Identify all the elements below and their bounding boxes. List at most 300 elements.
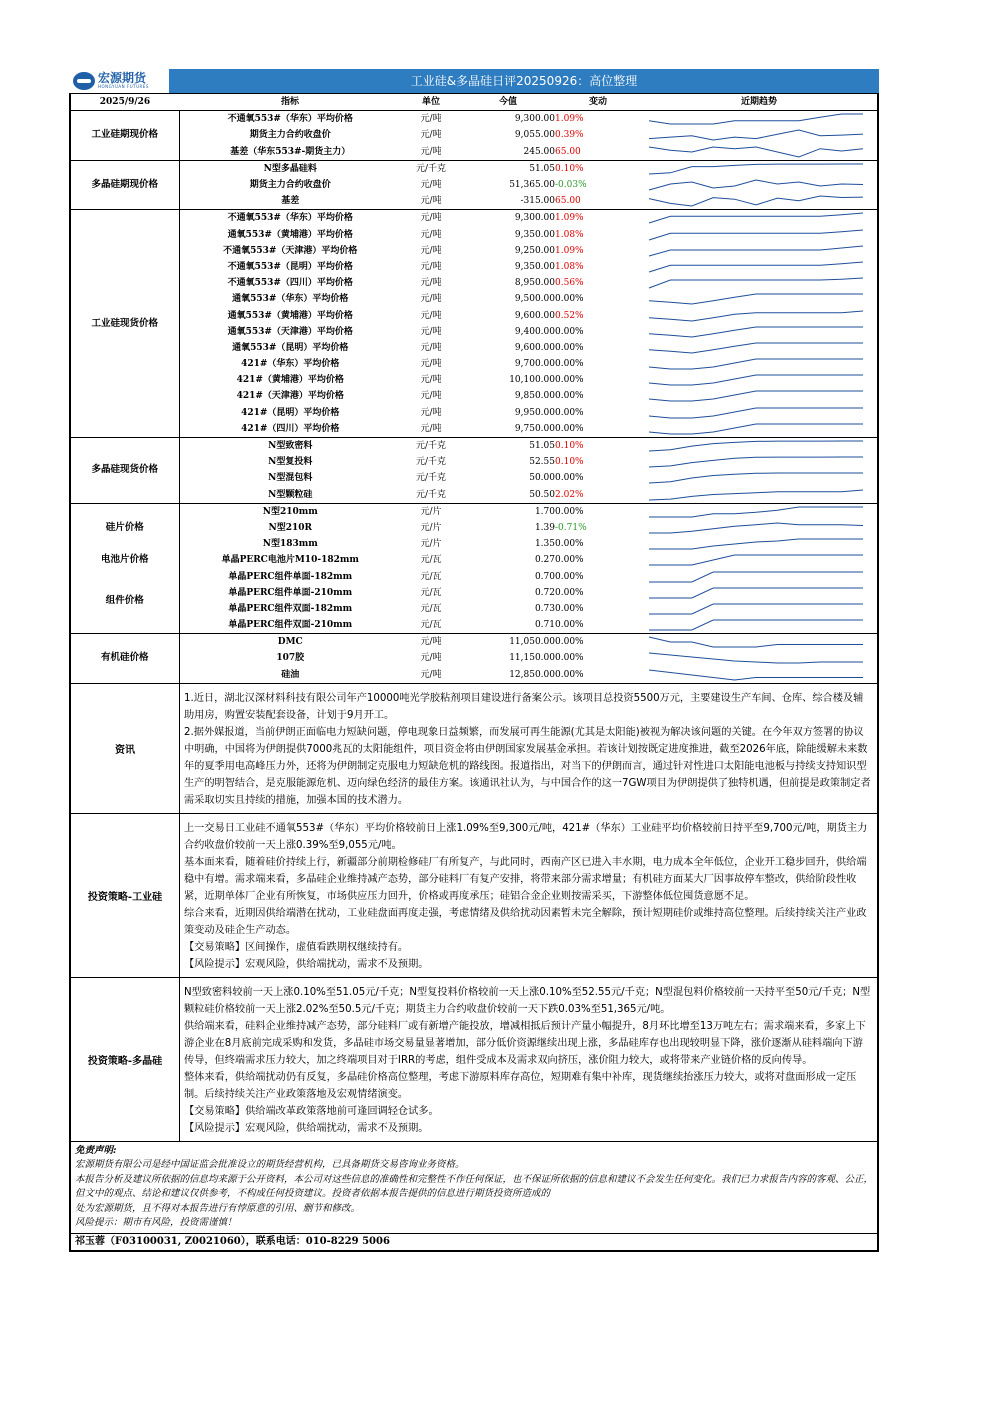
table-row xyxy=(71,388,877,404)
sparkline-series xyxy=(649,441,863,451)
sparkline-series xyxy=(649,375,863,385)
table-row xyxy=(71,372,877,388)
table-row xyxy=(71,585,877,601)
indicator-cell: 通氧553#（天津港）平均价格 xyxy=(227,326,353,337)
text-sections xyxy=(71,683,877,1141)
sparkline-series xyxy=(649,130,863,140)
report-frame xyxy=(69,93,879,1252)
company-logo xyxy=(69,69,169,93)
category-label: 组件价格 xyxy=(71,568,179,633)
section-paragraph: N型致密料较前一天上涨0.10%至51.05元/千克；N型复投料价格较前一天上涨0.10%至52.55元/千克；N型混包料价格较前一天持平至50元/千克；N型颗粒硅价格较前一天上涨2.02%至50.5元/千克；期货主力合约收盘价较前一天下跌0.03%至51,365元/吨。 xyxy=(184,986,871,1015)
change-cell: 1.09% xyxy=(555,210,641,227)
sparkline-cell xyxy=(641,227,877,243)
change-cell: 0.00% xyxy=(555,375,584,386)
value-cell: -315.00 xyxy=(520,196,555,207)
indicator-cell: N型多晶硅料 xyxy=(179,160,401,177)
table-row xyxy=(71,210,877,227)
unit-cell: 元/吨 xyxy=(420,359,442,370)
unit-cell: 元/片 xyxy=(401,503,461,520)
category-label: 多晶硅期现价格 xyxy=(71,160,179,210)
sparkline-cell xyxy=(641,177,877,193)
value-cell: 52.55 xyxy=(529,457,555,468)
sparkline xyxy=(641,505,871,519)
unit-cell: 元/吨 xyxy=(420,114,442,125)
sparkline-cell xyxy=(641,324,877,340)
unit-cell: 元/吨 xyxy=(420,653,442,664)
category-label: 工业硅现货价格 xyxy=(71,210,179,438)
sparkline-series xyxy=(649,327,863,337)
section-label: 投资策略-多晶硅 xyxy=(71,978,180,1141)
sparkline xyxy=(641,439,871,453)
sparkline-cell xyxy=(641,243,877,259)
sparkline-series xyxy=(649,555,863,565)
change-cell: 0.00% xyxy=(555,391,584,402)
indicator-cell: N型致密料 xyxy=(179,437,401,454)
header-unit: 单位 xyxy=(401,94,461,111)
sparkline-series xyxy=(649,507,863,517)
section-paragraph: 整体来看，供给端扰动仍有反复，多晶硅价格高位整理，考虑下游原料库存高位，短期难有集中补库，现货继续抬涨压力较大，或将对盘面形成一定压制。后续持续关注产业政策落地及宏观情绪演变。 xyxy=(184,1071,857,1100)
sparkline-cell xyxy=(641,520,877,536)
section-paragraph: 【风险提示】宏观风险，供给端扰动，需求不及预期。 xyxy=(184,1122,429,1134)
indicator-cell: N型复投料 xyxy=(268,457,313,468)
value-cell: 0.73 xyxy=(534,603,555,614)
sparkline-cell xyxy=(641,601,877,617)
unit-cell: 元/吨 xyxy=(420,130,442,141)
value-cell: 9,950.00 xyxy=(514,407,555,418)
change-cell: 0.00% xyxy=(555,539,584,550)
unit-cell: 元/吨 xyxy=(420,326,442,337)
sparkline-series xyxy=(649,147,863,157)
table-row xyxy=(71,177,877,193)
category-label: 工业硅期现价格 xyxy=(71,111,179,161)
indicator-cell: 不通氧553#（四川）平均价格 xyxy=(227,278,353,289)
table-row xyxy=(71,520,877,536)
unit-cell: 元/千克 xyxy=(401,437,461,454)
section-body xyxy=(180,814,877,977)
unit-cell: 元/吨 xyxy=(420,180,442,191)
table-row xyxy=(71,307,877,323)
sparkline-cell xyxy=(641,307,877,323)
change-cell: 0.00% xyxy=(555,294,584,305)
sparkline xyxy=(641,471,871,485)
value-cell: 9,350.00 xyxy=(514,229,555,240)
table-row xyxy=(71,243,877,259)
sparkline xyxy=(641,422,871,436)
disclaimer-line: 处为宏源期货，且不得对本报告进行有悖原意的引用、删节和修改。 xyxy=(75,1202,361,1214)
change-cell: 1.08% xyxy=(555,229,584,240)
sparkline xyxy=(641,602,871,616)
change-cell: 0.00% xyxy=(555,634,641,651)
unit-cell: 元/吨 xyxy=(420,196,442,207)
change-cell: 0.00% xyxy=(555,423,584,434)
change-cell: 0.00% xyxy=(555,359,584,370)
disclaimer-line: 本报告分析及建议所依据的信息均来源于公开资料，本公司对这些信息的准确性和完整性不作任何保证，也不保证所依据的信息和建议不会发生任何变化。我们已力求报告内容的客观、公正，但文中的观点、结论和建议仅供参考，不构成任何投资建议。投资者依据本报告提供的信息进行期货投资所造成的 xyxy=(75,1173,874,1200)
table-row xyxy=(71,324,877,340)
indicator-cell: N型210mm xyxy=(179,503,401,520)
sparkline xyxy=(641,325,871,339)
section-paragraph: 【交易策略】供给端改革政策落地前可逢回调轻仓试多。 xyxy=(184,1105,439,1117)
sparkline-series xyxy=(649,180,863,190)
value-cell: 11,150.00 xyxy=(509,653,555,664)
sparkline-cell xyxy=(641,421,877,438)
indicator-cell: 通氧553#（华东）平均价格 xyxy=(232,294,349,305)
table-row xyxy=(71,634,877,651)
sparkline xyxy=(641,406,871,420)
sparkline-cell xyxy=(641,437,877,454)
table-row xyxy=(71,291,877,307)
sparkline-series xyxy=(649,457,863,467)
header-change: 变动 xyxy=(555,94,641,111)
table-row xyxy=(71,275,877,291)
sparkline-cell xyxy=(641,127,877,143)
report-header xyxy=(69,69,879,93)
table-row xyxy=(71,503,877,520)
sparkline-cell xyxy=(641,193,877,210)
sparkline xyxy=(641,651,871,665)
table-row xyxy=(71,144,877,161)
change-cell: 0.00% xyxy=(555,669,584,680)
sparkline xyxy=(641,455,871,469)
sparkline-cell xyxy=(641,552,877,568)
unit-cell: 元/吨 xyxy=(420,669,442,680)
header-trend: 近期趋势 xyxy=(641,94,877,111)
sparkline-cell xyxy=(641,291,877,307)
change-cell: 0.00% xyxy=(555,473,584,484)
indicator-cell: 期货主力合约收盘价 xyxy=(249,130,331,141)
value-cell: 9,250.00 xyxy=(514,245,555,256)
table-header-row xyxy=(71,94,877,111)
change-cell: 0.00% xyxy=(555,587,584,598)
indicator-cell: 421#（昆明）平均价格 xyxy=(241,407,340,418)
indicator-cell: 通氧553#（昆明）平均价格 xyxy=(232,342,349,353)
change-cell: 0.00% xyxy=(555,653,584,664)
category-label: 多晶硅现货价格 xyxy=(71,437,179,503)
sparkline-series xyxy=(649,294,863,304)
section-paragraph: 综合来看，近期因供给端潜在扰动，工业硅盘面再度走强，考虑情绪及供给扰动因素暂未完全解除，预计短期硅价或维持高位整理。后续持续关注产业政策变动及硅企生产动态。 xyxy=(184,907,867,936)
unit-cell: 元/吨 xyxy=(420,391,442,402)
value-cell: 9,350.00 xyxy=(514,261,555,272)
indicator-cell: 硅油 xyxy=(281,669,300,680)
unit-cell: 元/吨 xyxy=(420,423,442,434)
sparkline-cell xyxy=(641,210,877,227)
unit-cell: 元/吨 xyxy=(401,210,461,227)
sparkline xyxy=(641,145,871,159)
value-cell: 0.72 xyxy=(534,587,555,598)
section-label: 投资策略-工业硅 xyxy=(71,814,180,977)
unit-cell: 元/吨 xyxy=(420,375,442,386)
value-cell: 9,600.00 xyxy=(514,342,555,353)
indicator-cell: DMC xyxy=(179,634,401,651)
table-row xyxy=(71,470,877,486)
disclaimer-line: 免责声明: xyxy=(75,1144,117,1156)
indicator-cell: 通氧553#（黄埔港）平均价格 xyxy=(227,310,353,321)
indicator-cell: 单晶PERC电池片M10-182mm xyxy=(221,555,359,566)
section-paragraph: 【交易策略】区间操作，虚值看跌期权继续持有。 xyxy=(184,941,409,953)
sparkline-series xyxy=(649,620,863,630)
table-row xyxy=(71,193,877,210)
indicator-cell: N型颗粒硅 xyxy=(268,489,313,500)
section-paragraph: 2.据外媒报道，当前伊朗正面临电力短缺问题，停电现象日益频繁，而发展可再生能源(尤其是太阳能)被视为解决该问题的关键。在今年双方签署的协议中明确，中国将为伊朗提供7000兆瓦的太阳能组件，项目资金将由伊朗国家发展基金承担。若该计划按既定进度推进，截至2026年底，除能缓解未来数年的夏季用电高峰压力外，还将为伊朗制定克服电力短缺危机的路线图。报道指出，对当下的伊朗而言，通过针对性进口太阳能电池板与持续支持知识型生产的明智结合，是克服能源危机、迈向绿色经济的最佳方案。该通讯社认为，与中国合作的这一7GW项目为伊朗提供了独特机遇，但前提是政策制定者需采取切实且持续的措施，加强本国的技术潜力。 xyxy=(184,726,871,806)
disclaimer-line: 宏源期货有限公司是经中国证监会批准设立的期货经营机构，已具备期货交易咨询业务资格。 xyxy=(75,1159,465,1171)
sparkline-cell xyxy=(641,372,877,388)
unit-cell: 元/瓦 xyxy=(420,555,442,566)
table-row xyxy=(71,259,877,275)
table-row xyxy=(71,568,877,584)
change-cell: 0.00% xyxy=(555,342,584,353)
unit-cell: 元/千克 xyxy=(415,473,447,484)
change-cell: 0.56% xyxy=(555,278,584,289)
sparkline-series xyxy=(649,230,863,240)
disclaimer xyxy=(71,1141,877,1233)
sparkline-series xyxy=(649,670,863,680)
sparkline-series xyxy=(649,408,863,418)
table-row xyxy=(71,111,877,128)
sparkline xyxy=(641,341,871,355)
section-paragraph: 【风险提示】宏观风险，供给端扰动，需求不及预期。 xyxy=(184,958,429,970)
indicator-cell: 不通氧553#（华东）平均价格 xyxy=(227,114,353,125)
sparkline-cell xyxy=(641,650,877,666)
sparkline xyxy=(641,553,871,567)
unit-cell: 元/吨 xyxy=(420,342,442,353)
sparkline-cell xyxy=(641,536,877,552)
sparkline-cell xyxy=(641,487,877,504)
unit-cell: 元/吨 xyxy=(420,245,442,256)
table-row xyxy=(71,421,877,438)
sparkline xyxy=(641,244,871,258)
sparkline-cell xyxy=(641,503,877,520)
sparkline xyxy=(641,357,871,371)
sparkline-cell xyxy=(641,356,877,372)
value-cell: 1.39 xyxy=(534,522,555,533)
header-value: 今值 xyxy=(461,94,555,111)
sparkline-series xyxy=(649,473,863,483)
section-paragraph: 1.近日，湖北汉深材料科技有限公司年产10000吨光学胶粘剂项目建设进行备案公示。该项目总投资5500万元，主要建设生产车间、仓库、综合楼及辅助用房，购置安装配套设备，计划于9月开工。 xyxy=(184,692,864,721)
sparkline-cell xyxy=(641,405,877,421)
section-block xyxy=(71,683,877,813)
value-cell: 10,100.00 xyxy=(509,375,555,386)
sparkline-series xyxy=(649,359,863,369)
sparkline xyxy=(641,276,871,290)
value-cell: 11,050.00 xyxy=(461,634,555,651)
sparkline-cell xyxy=(641,144,877,161)
sparkline xyxy=(641,570,871,584)
table-row xyxy=(71,552,877,568)
change-cell: 0.00% xyxy=(555,326,584,337)
unit-cell: 元/千克 xyxy=(401,160,461,177)
unit-cell: 元/千克 xyxy=(415,489,447,500)
table-row xyxy=(71,536,877,552)
sparkline xyxy=(641,309,871,323)
sparkline xyxy=(641,521,871,535)
sparkline-cell xyxy=(641,667,877,683)
change-cell: 65.00 xyxy=(555,196,581,207)
sparkline xyxy=(641,112,871,126)
indicator-cell: N型混包料 xyxy=(268,473,313,484)
table-row xyxy=(71,356,877,372)
indicator-cell: 通氧553#（黄埔港）平均价格 xyxy=(227,229,353,240)
sparkline xyxy=(641,260,871,274)
indicator-cell: 421#（天津港）平均价格 xyxy=(236,391,344,402)
table-row xyxy=(71,227,877,243)
sparkline-series xyxy=(649,311,863,321)
change-cell: -0.71% xyxy=(555,522,587,533)
sparkline xyxy=(641,389,871,403)
table-row xyxy=(71,650,877,666)
indicator-cell: 不通氧553#（天津港）平均价格 xyxy=(223,245,358,256)
section-paragraph: 上一交易日工业硅不通氧553#（华东）平均价格较前日上涨1.09%至9,300元/吨，421#（华东）工业硅平均价格较前日持平至9,700元/吨，期货主力合约收盘价较前一天上涨0.39%至9,055元/吨。 xyxy=(184,822,868,851)
sparkline-series xyxy=(649,637,863,647)
sparkline xyxy=(641,128,871,142)
value-cell: 51.05 xyxy=(461,437,555,454)
table-row xyxy=(71,667,877,683)
logo-en: HONGYUAN FUTURES xyxy=(98,84,149,89)
sparkline-cell xyxy=(641,111,877,128)
sparkline xyxy=(641,618,871,632)
section-label: 资讯 xyxy=(71,684,180,813)
unit-cell: 元/片 xyxy=(420,522,442,533)
value-cell: 12,850.00 xyxy=(509,669,555,680)
sparkline-series xyxy=(649,278,863,288)
sparkline xyxy=(641,292,871,306)
unit-cell: 元/千克 xyxy=(415,457,447,468)
sparkline-cell xyxy=(641,585,877,601)
table-row xyxy=(71,160,877,177)
sparkline-cell xyxy=(641,568,877,584)
section-body xyxy=(180,978,877,1141)
table-row xyxy=(71,454,877,470)
indicator-cell: 基差（华东553#-期货主力） xyxy=(230,146,351,157)
indicator-cell: 单晶PERC组件单面-210mm xyxy=(228,587,353,598)
sparkline-series xyxy=(649,424,863,434)
sparkline-cell xyxy=(641,617,877,634)
indicator-cell: 421#（黄埔港）平均价格 xyxy=(236,375,344,386)
value-cell: 9,750.00 xyxy=(514,423,555,434)
table-row xyxy=(71,405,877,421)
sparkline-series xyxy=(649,164,863,174)
header-indicator: 指标 xyxy=(179,94,401,111)
value-cell: 0.70 xyxy=(534,571,555,582)
value-cell: 50.00 xyxy=(529,473,555,484)
value-cell: 50.50 xyxy=(529,489,555,500)
sparkline-series xyxy=(649,588,863,598)
price-table xyxy=(71,94,877,683)
sparkline-series xyxy=(649,114,863,124)
sparkline-cell xyxy=(641,340,877,356)
sparkline-series xyxy=(649,343,863,353)
sparkline xyxy=(641,537,871,551)
unit-cell: 元/吨 xyxy=(420,261,442,272)
sparkline xyxy=(641,488,871,502)
indicator-cell: 单晶PERC组件单面-182mm xyxy=(228,571,353,582)
value-cell: 245.00 xyxy=(523,146,555,157)
sparkline-series xyxy=(649,539,863,549)
indicator-cell: 421#（华东）平均价格 xyxy=(241,359,340,370)
value-cell: 9,850.00 xyxy=(514,391,555,402)
value-cell: 51.05 xyxy=(461,160,555,177)
change-cell: 0.00% xyxy=(555,555,584,566)
value-cell: 9,600.00 xyxy=(514,310,555,321)
value-cell: 9,300.00 xyxy=(514,114,555,125)
sparkline xyxy=(641,586,871,600)
unit-cell: 元/片 xyxy=(420,539,442,550)
sparkline-cell xyxy=(641,160,877,177)
table-row xyxy=(71,617,877,634)
sparkline-series xyxy=(649,490,863,500)
change-cell: 0.00% xyxy=(555,407,584,418)
indicator-cell: 不通氧553#（华东）平均价格 xyxy=(179,210,401,227)
sparkline-cell xyxy=(641,634,877,651)
table-row xyxy=(71,601,877,617)
value-cell: 9,700.00 xyxy=(514,359,555,370)
sparkline-series xyxy=(649,391,863,401)
unit-cell: 元/吨 xyxy=(420,310,442,321)
indicator-cell: 不通氧553#（昆明）平均价格 xyxy=(227,261,353,272)
sparkline-series xyxy=(649,572,863,582)
sparkline-cell xyxy=(641,259,877,275)
sparkline-cell xyxy=(641,454,877,470)
unit-cell: 元/吨 xyxy=(420,229,442,240)
change-cell: 0.00% xyxy=(555,603,584,614)
logo-text xyxy=(98,72,149,90)
change-cell: 0.00% xyxy=(555,571,584,582)
value-cell: 0.71 xyxy=(534,620,555,631)
sparkline-cell xyxy=(641,275,877,291)
sparkline-series xyxy=(649,604,863,614)
section-block xyxy=(71,977,877,1141)
change-cell: 0.10% xyxy=(555,437,641,454)
section-block xyxy=(71,813,877,977)
analyst-contact: 祁玉蓉（F03100031, Z0021060），联系电话：010-8229 5006 xyxy=(71,1233,877,1250)
disclaimer-line: 风险提示：期市有风险，投资需谨慎！ xyxy=(75,1217,237,1229)
change-cell: 0.10% xyxy=(555,457,584,468)
value-cell: 9,500.00 xyxy=(514,294,555,305)
sparkline-series xyxy=(649,196,863,206)
sparkline-series xyxy=(649,262,863,272)
value-cell: 9,300.00 xyxy=(461,210,555,227)
value-cell: 1.35 xyxy=(534,539,555,550)
unit-cell: 元/吨 xyxy=(420,407,442,418)
change-cell: 0.00% xyxy=(555,503,641,520)
report-page xyxy=(69,69,879,1252)
sparkline xyxy=(641,162,871,176)
indicator-cell: 单晶PERC组件双面-210mm xyxy=(228,620,353,631)
change-cell: 0.00% xyxy=(555,620,584,631)
change-cell: 0.52% xyxy=(555,310,584,321)
table-row xyxy=(71,340,877,356)
sparkline-series xyxy=(649,653,863,663)
indicator-cell: N型210R xyxy=(268,522,312,533)
section-paragraph: 基本面来看，随着硅价持续上行，新疆部分前期检修硅厂有所复产，与此同时，西南产区已进入丰水期，电力成本全年低位，企业开工稳步回升，供给端稳中有增。需求端来看，多晶硅企业维持减产态势，部分硅料厂有复产安排，将带来部分需求增量；有机硅方面某大厂因事故停车整改，供给阶段性收紧，近期单体厂企业有所恢复，市场供应压力回升，价格或再度承压；硅铝合金企业则按需采买，下游整体低位囤货意愿不足。 xyxy=(184,856,867,902)
logo-cn: 宏源期货 xyxy=(98,71,147,85)
change-cell: 65.00 xyxy=(555,146,581,157)
change-cell: -0.03% xyxy=(555,180,587,191)
indicator-cell: 421#（四川）平均价格 xyxy=(241,423,340,434)
sparkline-cell xyxy=(641,388,877,404)
sparkline xyxy=(641,194,871,208)
sparkline xyxy=(641,373,871,387)
change-cell: 2.02% xyxy=(555,489,584,500)
category-label: 硅片价格 xyxy=(71,503,179,552)
report-title: 工业硅&多晶硅日评20250926：高位整理 xyxy=(169,69,879,93)
category-label: 有机硅价格 xyxy=(71,634,179,683)
section-body xyxy=(180,684,877,813)
change-cell: 0.10% xyxy=(555,160,641,177)
value-cell: 9,055.00 xyxy=(514,130,555,141)
unit-cell: 元/吨 xyxy=(420,278,442,289)
table-row xyxy=(71,487,877,504)
sparkline-series xyxy=(649,213,863,223)
indicator-cell: 107胶 xyxy=(276,653,305,664)
